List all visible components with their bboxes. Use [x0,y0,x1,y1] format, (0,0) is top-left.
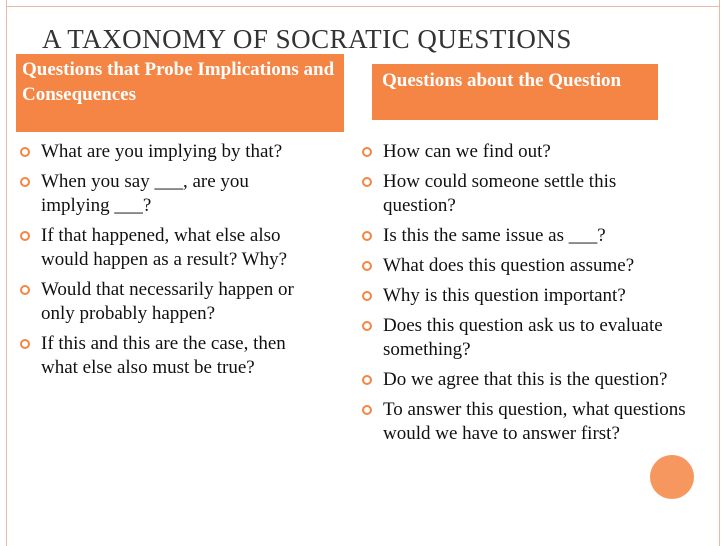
left-question-list [18,140,318,386]
list-item [360,224,690,248]
circle-bullet-icon [362,177,372,187]
circle-bullet-icon [362,375,372,385]
list-item-text: What are you implying by that? [41,141,283,162]
list-item [360,254,690,278]
circle-bullet-icon [362,231,372,241]
circle-bullet-icon [20,339,30,349]
list-item-text: How can we find out? [383,141,551,162]
circle-bullet-icon [20,285,30,295]
circle-bullet-icon [20,177,30,187]
list-item-text: Would that necessarily happen or only probably happen? [41,279,294,324]
list-item [360,398,690,446]
circle-bullet-icon [362,321,372,331]
list-item [18,170,318,218]
list-item-text: What does this question assume? [383,255,635,276]
list-item-text: To answer this question, what questions would we have to answer first? [383,399,686,444]
slide-frame-top [6,6,720,7]
list-item [360,314,690,362]
list-item-text: Does this question ask us to evaluate something? [383,315,663,360]
left-column-header: Questions that Probe Implications and Consequences [16,54,344,132]
list-item-text: Do we agree that this is the question? [383,369,668,390]
list-item [360,170,690,218]
list-item-text: If that happened, what else also would happen as a result? Why? [41,225,288,270]
list-item-text: If this and this are the case, then what else also must be true? [41,333,286,378]
circle-bullet-icon [362,261,372,271]
list-item-text: Is this the same issue as ___? [383,225,606,246]
list-item [360,140,690,164]
list-item-text: How could someone settle this question? [383,171,617,216]
circle-bullet-icon [20,147,30,157]
list-item-text: Why is this question important? [383,285,626,306]
right-column-header: Questions about the Question [372,64,658,120]
list-item [18,224,318,272]
list-item [360,284,690,308]
list-item [18,140,318,164]
slide-title: A TAXONOMY OF SOCRATIC QUESTIONS [42,24,572,54]
circle-bullet-icon [20,231,30,241]
list-item-text: When you say ___, are you implying ___? [41,171,249,216]
list-item [18,278,318,326]
right-question-list [360,140,690,452]
list-item [360,368,690,392]
list-item [18,332,318,380]
circle-bullet-icon [362,405,372,415]
decorative-circle [650,455,694,499]
circle-bullet-icon [362,147,372,157]
circle-bullet-icon [362,291,372,301]
